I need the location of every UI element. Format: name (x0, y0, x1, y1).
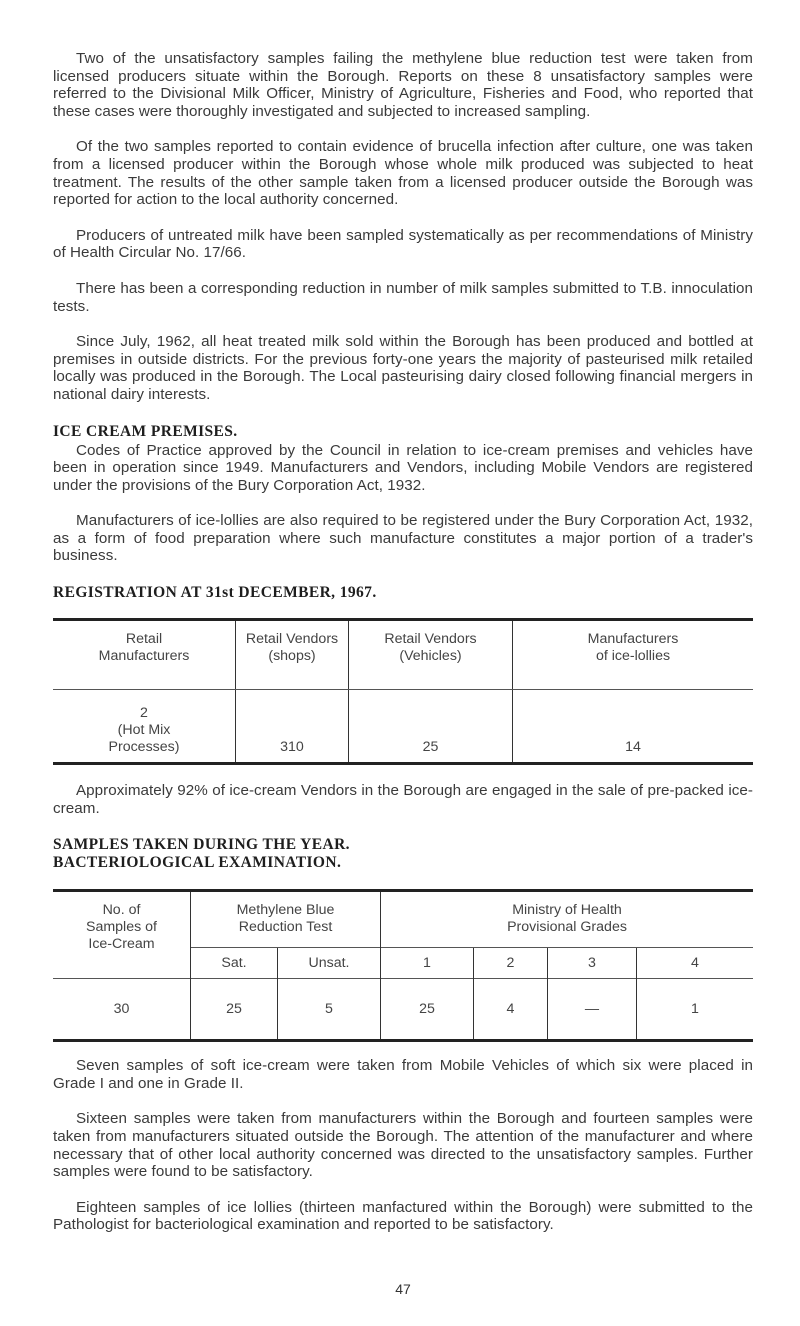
registration-header-row (53, 620, 753, 690)
value-grade-3: — (548, 979, 637, 1041)
subheader-unsat: Unsat. (278, 948, 381, 979)
header-retail-manufacturers: Retail Manufacturers (53, 620, 236, 690)
paragraph-pre-packed: Approximately 92% of ice-cream Vendors in the Borough are engaged in the sale of pre-packed ice-cream. (53, 782, 753, 817)
value-sat: 25 (191, 979, 278, 1041)
paragraph-brucella: Of the two samples reported to contain evidence of brucella infection after culture, one was taken from a licensed producer within the Borough whose whole milk produced was subjected to heat treatment. The results of the other sample taken from a licensed producer outside the Borough was reported for action to the local authority concerned. (53, 138, 753, 209)
ice-cream-premises-heading: ICE CREAM PREMISES. (53, 422, 238, 440)
value-grade-4: 1 (637, 979, 754, 1041)
paragraph-codes-of-practice: Codes of Practice approved by the Council in relation to ice-cream premises and vehicles have been in operation since 1949. Manufacturers and Vendors, including Mobile Vendors are registered under the provisions of the Bury Corporation Act, 1932. (53, 441, 753, 494)
page-number: 47 (395, 1281, 411, 1297)
samples-table (53, 889, 753, 1042)
paragraph-tb-tests: There has been a corresponding reduction in number of milk samples submitted to T.B. innoculation tests. (53, 279, 753, 315)
value-grade-2: 4 (474, 979, 548, 1041)
samples-value-row (53, 979, 753, 1041)
bacteriological-heading: BACTERIOLOGICAL EXAMINATION. (53, 854, 342, 872)
value-manufacturers-ice-lollies: 14 (513, 690, 754, 764)
subheader-grade-3: 3 (548, 948, 637, 979)
header-retail-vendors-vehicles: Retail Vendors (Vehicles) (349, 620, 513, 690)
paragraph-untreated-milk: Producers of untreated milk have been sampled systematically as per recommendations of Ministry of Health Circular No. 17/66. (53, 226, 753, 262)
paragraph-ice-lollies-samples: Eighteen samples of ice lollies (thirteen manfactured within the Borough) were submitted to the Pathologist for bacteriological examination and reported to be satisfactory. (53, 1198, 753, 1234)
subheader-grade-4: 4 (637, 948, 754, 979)
registration-value-row (53, 690, 753, 764)
paragraph-heat-treated-milk: Since July, 1962, all heat treated milk sold within the Borough has been produced and bottled at premises in outside districts. For the previous forty-one years the majority of pasteurised milk retailed locally was produced in the Borough. The Local pasteurising dairy closed following financial mergers in national dairy interests. (53, 333, 753, 403)
samples-heading: SAMPLES TAKEN DURING THE YEAR. (53, 836, 350, 854)
header-ministry-of-health: Ministry of Health Provisional Grades (381, 891, 754, 948)
header-methylene-blue: Methylene Blue Reduction Test (191, 891, 381, 948)
paragraph-unsatisfactory-samples: Two of the unsatisfactory samples failing the methylene blue reduction test were taken from licensed producers situate within the Borough. Reports on these 8 unsatisfactory samples were referred to the Divisional Milk Officer, Ministry of Agriculture, Fisheries and Food, who reported that these cases were thoroughly investigated and subjected to increased sampling. (53, 50, 753, 120)
value-retail-vendors-shops: 310 (236, 690, 349, 764)
paragraph-ice-lollies-registration: Manufacturers of ice-lollies are also required to be registered under the Bury Corporation Act, 1932, as a form of food preparation where such manufacture constitutes a major portion of a trader's business. (53, 512, 753, 565)
paragraph-manufacturers-samples: Sixteen samples were taken from manufacturers within the Borough and fourteen samples were taken from manufacturers situated outside the Borough. The attention of the manufacturer and where necessary that of other local authority concerned was directed to the unsatisfactory samples. Further samples were found to be satisfactory. (53, 1110, 753, 1181)
samples-header-row (53, 891, 753, 948)
registration-heading: REGISTRATION AT 31st DECEMBER, 1967. (53, 584, 377, 602)
subheader-sat: Sat. (191, 948, 278, 979)
header-no-of-samples: No. of Samples of Ice-Cream (86, 902, 157, 953)
subheader-grade-2: 2 (474, 948, 548, 979)
paragraph-soft-ice-cream: Seven samples of soft ice-cream were taken from Mobile Vehicles of which six were placed in Grade I and one in Grade II. (53, 1057, 753, 1092)
header-retail-vendors-shops: Retail Vendors (shops) (236, 620, 349, 690)
value-retail-manufacturers: 2 (Hot Mix Processes) (108, 705, 180, 756)
header-manufacturers-ice-lollies: Manufacturers of ice-lollies (513, 620, 754, 690)
value-retail-vendors-vehicles: 25 (349, 690, 513, 764)
subheader-grade-1: 1 (381, 948, 474, 979)
registration-table (53, 618, 753, 765)
value-no-of-samples: 30 (53, 979, 191, 1041)
value-grade-1: 25 (381, 979, 474, 1041)
value-unsat: 5 (278, 979, 381, 1041)
document-page (53, 50, 753, 1297)
